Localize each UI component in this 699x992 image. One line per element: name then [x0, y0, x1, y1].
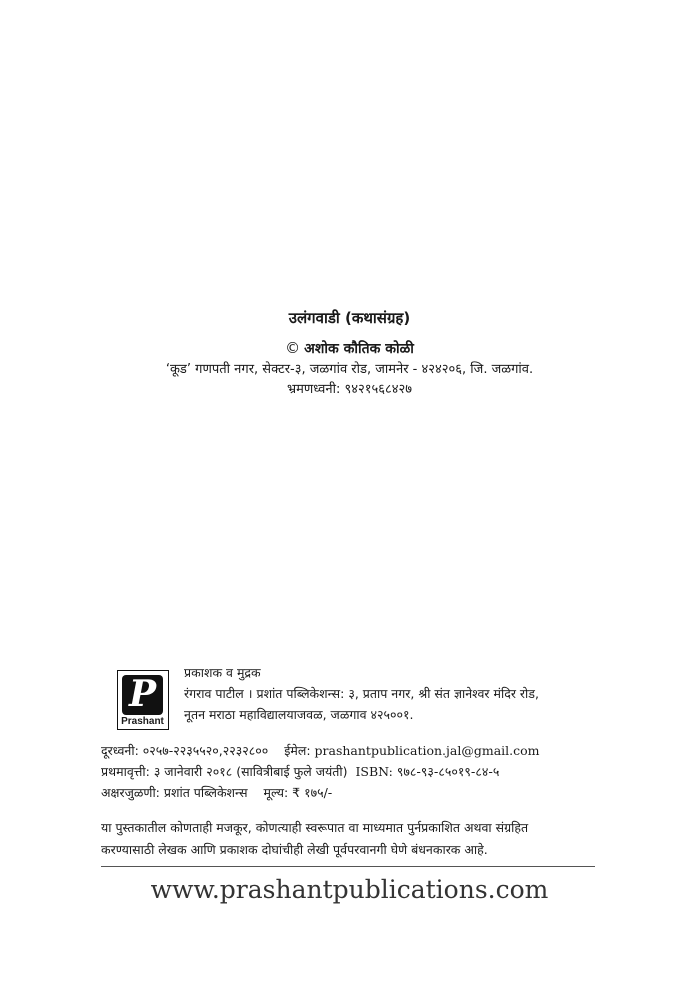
isbn-label: ISBN: [355, 764, 397, 779]
details-block [101, 740, 601, 803]
edition-info: प्रथमावृत्ती: ३ जानेवारी २०१८ (सावित्रीबाई फुले जयंती) [101, 764, 348, 779]
isbn-value: ९७८-९३-८५०१९-८४-५ [396, 764, 500, 779]
notice-line-2: करण्यासाठी लेखक आणि प्रकाशक दोघांचीही लेखी पूर्वपरवानगी घेणे बंधनकारक आहे. [101, 842, 488, 857]
publisher-heading: प्रकाशक व मुद्रक [184, 665, 261, 680]
publisher-line-2: नूतन मराठा महाविद्यालयाजवळ, जळगाव ४२५००१. [184, 707, 414, 722]
publisher-block [107, 662, 597, 728]
copyright-icon: © [285, 339, 301, 357]
logo-badge [122, 675, 163, 715]
publisher-line-1: रंगराव पाटील । प्रशांत पब्लिकेशन्स: ३, प्रताप नगर, श्री संत ज्ञानेश्वर मंदिर रोड, [184, 686, 539, 701]
copyright-line [0, 338, 699, 358]
copyright-notice [101, 817, 601, 861]
website-url: www.prashantpublications.com [150, 875, 549, 904]
divider [101, 866, 595, 867]
book-title: उलंगवाडी (कथासंग्रह) [288, 309, 411, 327]
typesetting-row [101, 782, 601, 803]
title-block [0, 308, 699, 400]
notice-line-1: या पुस्तकातील कोणताही मजकूर, कोणत्याही स्वरूपात वा माध्यमात पुर्नप्रकाशित अथवा संग्रहित [101, 820, 529, 835]
typesetting-info: अक्षरजुळणी: प्रशांत पब्लिकेशन्स [101, 785, 248, 800]
author-address: ‘कूड’ गणपती नगर, सेक्टर-३, जळगांव रोड, जामनेर - ४२४२०६, जि. जळगांव. [165, 362, 534, 377]
logo-text: Prashant [121, 716, 164, 727]
author-name: अशोक कौतिक कोळी [304, 341, 414, 357]
logo-letter: P [128, 673, 157, 715]
phone-numbers: दूरध्वनी: ०२५७-२२३५५२०,२२३२८०० [101, 743, 269, 758]
email-label: ईमेल: [284, 743, 315, 758]
publisher-logo [117, 670, 169, 730]
email-address: prashantpublication.jal@gmail.com [314, 743, 540, 758]
edition-row [101, 761, 601, 782]
publisher-text [184, 662, 604, 725]
price-info: मूल्य: ₹ १७५/- [263, 785, 333, 800]
author-mobile: भ्रमणध्वनी: ९४२१५६८४२७ [286, 382, 413, 397]
contact-row [101, 740, 601, 761]
